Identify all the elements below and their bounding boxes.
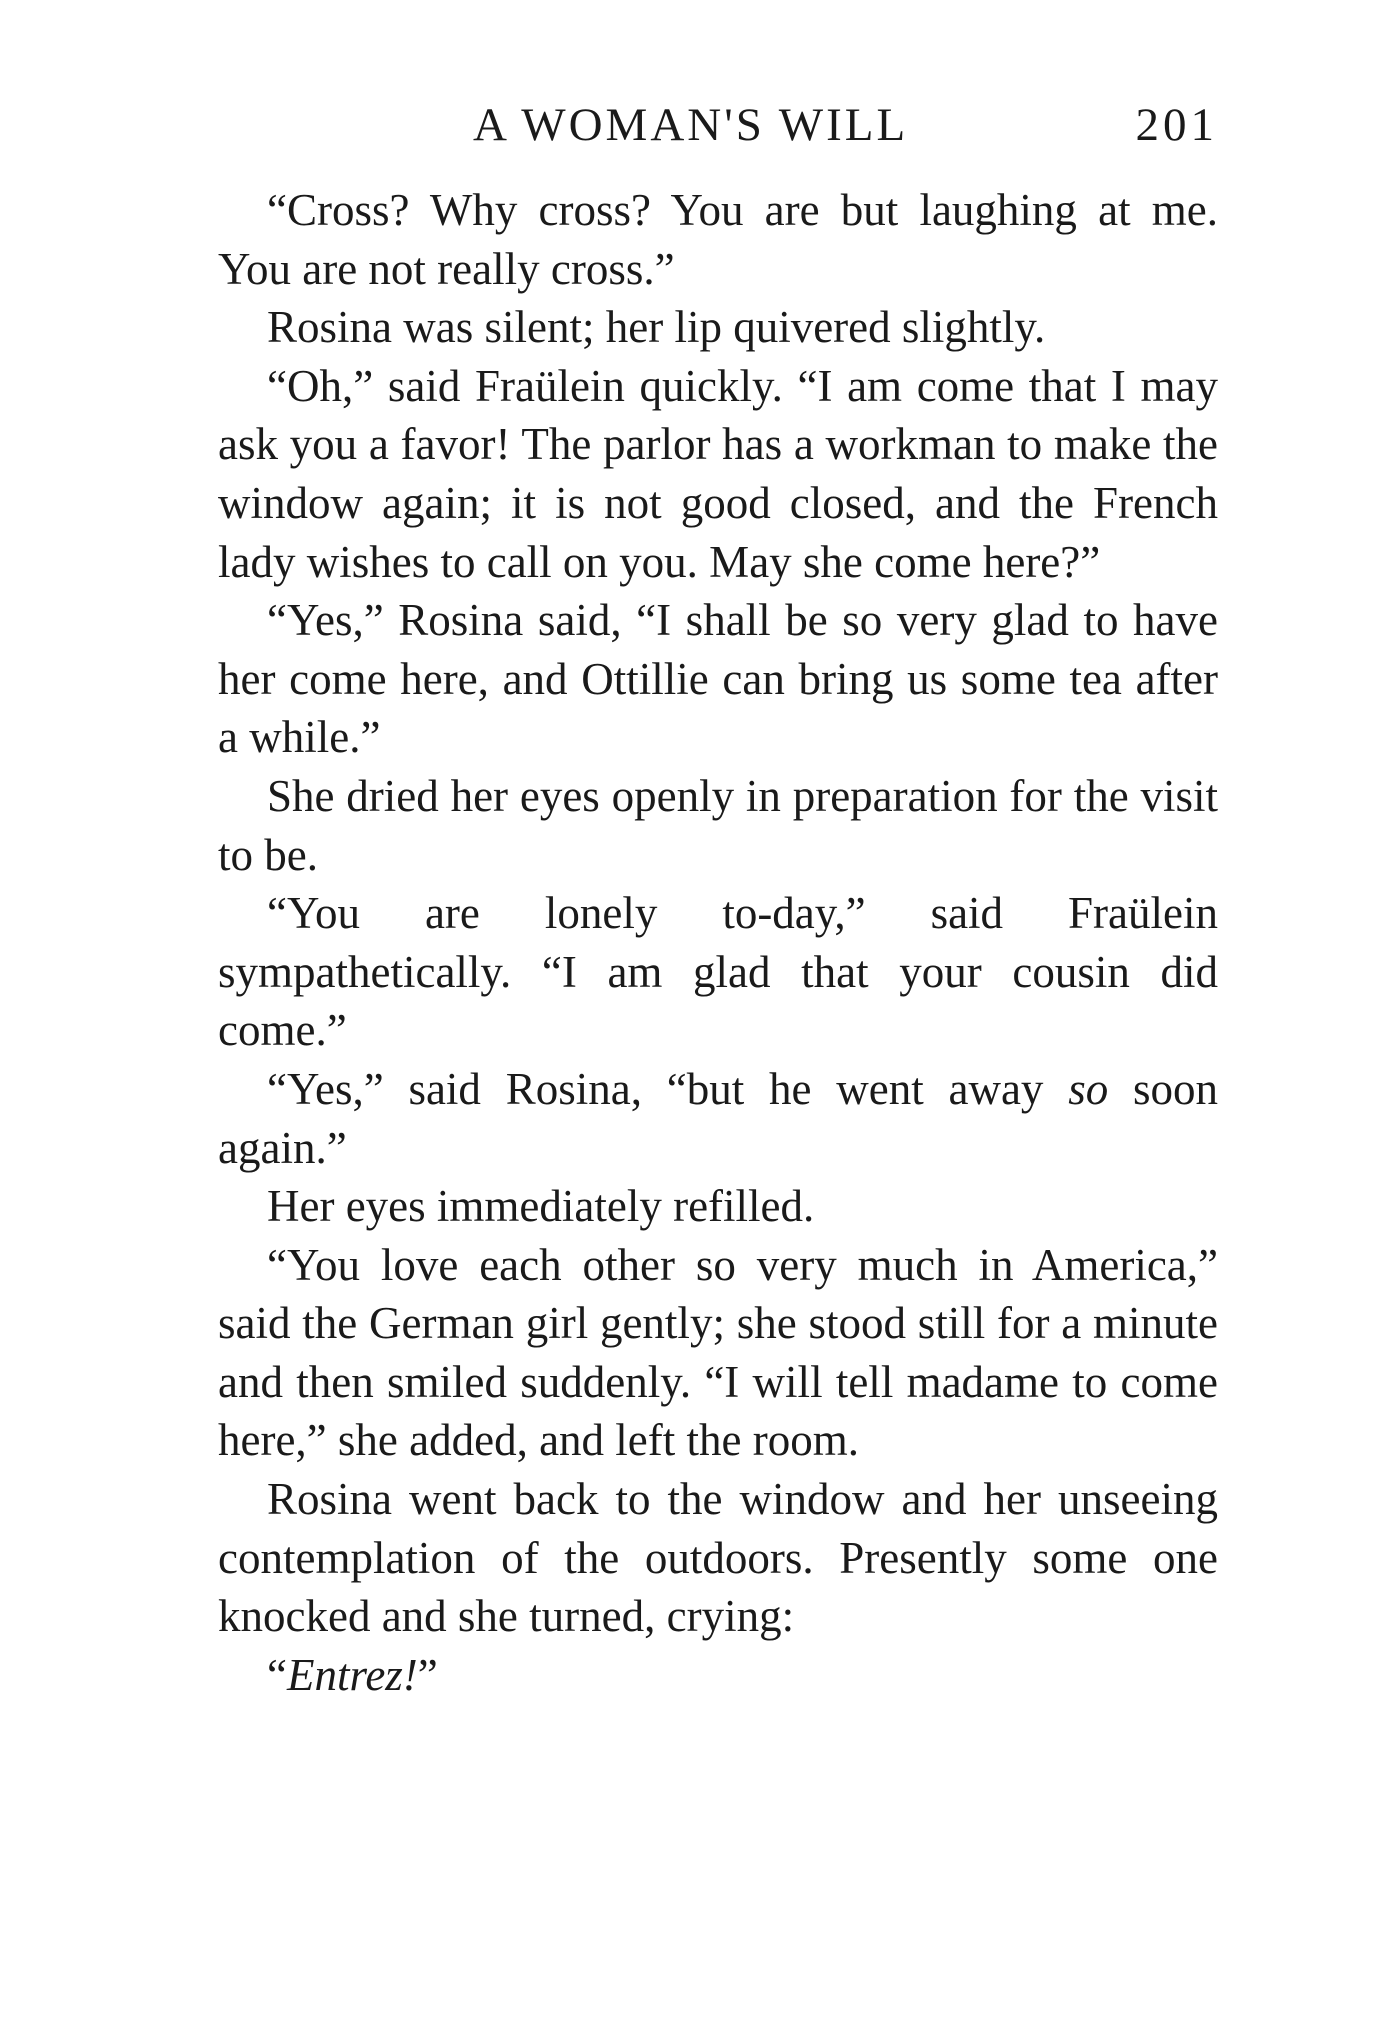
paragraph: “Yes,” Rosina said, “I shall be so very glad to have her come here, and Ottillie can bring us some tea after a while.” (218, 595, 1218, 763)
paragraph: “Cross? Why cross? You are but laughing at me. You are not really cross.” (218, 185, 1218, 294)
paragraph: “You are lonely to-day,” said Fraülein sympathetically. “I am glad that your cousin did come.” (218, 888, 1218, 1056)
paragraph: “You love each other so very much in America,” said the German girl gently; she stood still for a minute and then smiled suddenly. “I will tell madame to come here,” she added, and left the room. (218, 1239, 1218, 1466)
emphasis-text: Entrez! (286, 1649, 418, 1700)
paragraph (218, 1646, 1218, 1705)
paragraph: “Oh,” said Fraülein quickly. “I am come that I may ask you a favor! The parlor has a workman to make the window again; it is not good closed, and the French lady wishes to call on you. May she come here?” (218, 360, 1218, 587)
paragraph-text: “Yes,” said Rosina, “but he went away (267, 1063, 1069, 1114)
page-number: 201 (1135, 99, 1218, 151)
paragraph: Rosina went back to the window and her unseeing contemplation of the outdoors. Presently some one knocked and she turned, crying: (218, 1474, 1218, 1642)
paragraph: Rosina was silent; her lip quivered slightly. (267, 302, 1046, 353)
open-quote: “ (267, 1649, 287, 1700)
running-head (218, 95, 1218, 155)
paragraph: She dried her eyes openly in preparation for the visit to be. (218, 770, 1218, 880)
running-title: A WOMAN'S WILL (473, 99, 909, 151)
paragraph (218, 1060, 1218, 1177)
close-quote: ” (417, 1649, 438, 1700)
body-text (218, 181, 1218, 1704)
paragraph-text: soon again.” (218, 1063, 1219, 1173)
paragraph: Her eyes immediately refilled. (267, 1181, 815, 1232)
emphasis-text: so (1068, 1063, 1109, 1114)
